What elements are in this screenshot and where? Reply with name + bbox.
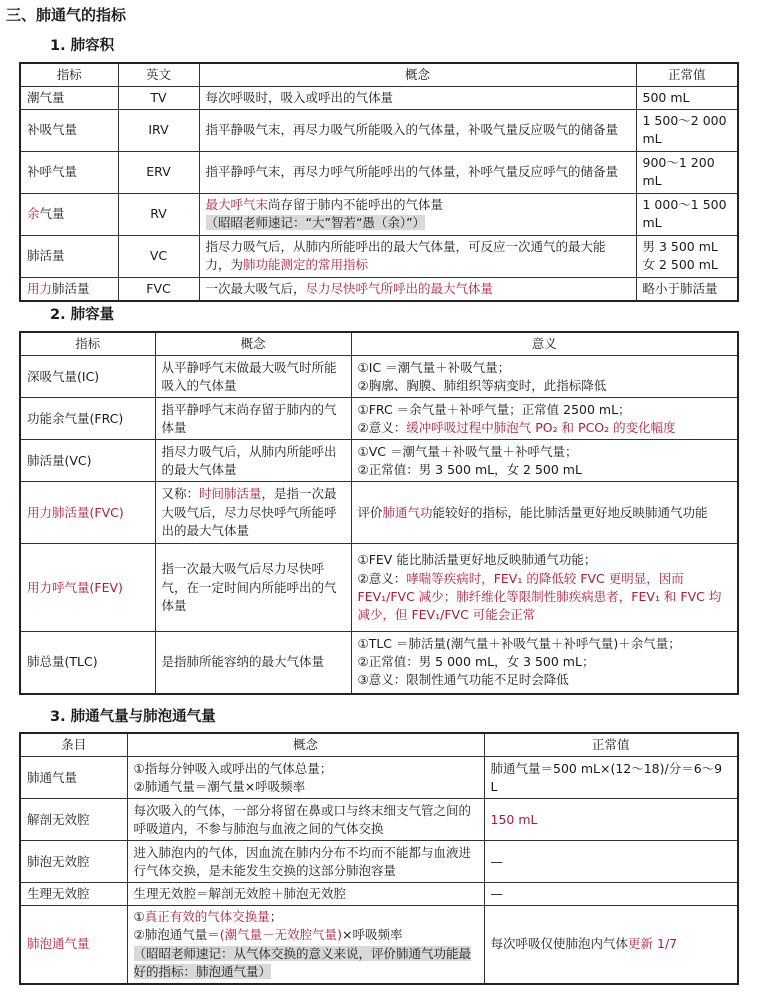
table-row — [20, 482, 738, 544]
row-name: 用力肺活量 — [20, 277, 118, 301]
row-name: 肺泡无效腔 — [20, 841, 127, 883]
table-row — [20, 277, 738, 301]
header-cell: 正常值 — [636, 63, 738, 87]
row-name: 功能余气量(FRC) — [20, 398, 155, 440]
row-name: 深吸气量(IC) — [20, 356, 155, 398]
row-normal: 1 500～2 000 mL — [636, 110, 738, 151]
row-name: 补呼气量 — [20, 151, 118, 193]
row-meaning: ①FRC ＝余气量＋补呼气量；正常值 2500 mL； ②意义：缓冲呼吸过程中肺泡气 PO₂ 和 PCO₂ 的变化幅度 — [351, 398, 738, 440]
row-name: 解剖无效腔 — [20, 799, 127, 841]
row-normal: 1 000～1 500 mL — [636, 193, 738, 235]
row-meaning: ①IC ＝潮气量＋补吸气量； ②胸廓、胸膜、肺组织等病变时，此指标降低 — [351, 356, 738, 398]
table-row — [20, 440, 738, 482]
row-meaning: ①TLC ＝肺活量(潮气量＋补吸气量＋补呼气量)＋余气量； ②正常值：男 5 000 mL，女 3 500 mL； ③意义：限制性通气功能不足时会降低 — [351, 632, 738, 694]
row-normal: 每次呼吸仅使肺泡内气体更新 1/7 — [484, 906, 738, 984]
row-name: 肺活量(VC) — [20, 440, 155, 482]
row-normal: 略小于肺活量 — [636, 277, 738, 301]
row-concept: 指尽力吸气后，从肺内所能呼出的最大气体量 — [155, 440, 351, 482]
row-name: 肺活量 — [20, 235, 118, 277]
table-row — [20, 398, 738, 440]
row-name: 用力肺活量(FVC) — [20, 482, 155, 544]
table-row — [20, 110, 738, 151]
row-name: 余气量 — [20, 193, 118, 235]
row-name: 肺泡通气量 — [20, 906, 127, 984]
row-concept: 从平静呼气末做最大吸气时所能吸入的气体量 — [155, 356, 351, 398]
table-row — [20, 235, 738, 277]
row-concept: 指平静呼气末，再尽力呼气所能呼出的气体量，补呼气量反应呼气的储备量 — [199, 151, 636, 193]
row-concept: ①真正有效的气体交换量； ②肺泡通气量＝(潮气量－无效腔气量)×呼吸频率 （昭昭老师速记：从气体交换的意义来说，评价肺通气功能最好的指标：肺泡通气量） — [127, 906, 484, 984]
lung-capacity-table — [19, 331, 739, 695]
memo-note: （昭昭老师速记：“大”智若“愚（余）”） — [205, 215, 426, 230]
row-name: 肺通气量 — [20, 757, 127, 799]
row-meaning: 评价肺通气功能较好的指标，能比肺活量更好地反映肺通气功能 — [351, 482, 738, 544]
row-concept: 是指肺所能容纳的最大气体量 — [155, 632, 351, 694]
table-row — [20, 544, 738, 632]
section-title: 三、肺通气的指标 — [6, 6, 127, 24]
header-cell: 指标 — [20, 63, 118, 87]
s3-title: 3. 肺通气量与肺泡通气量 — [50, 709, 216, 725]
row-concept: 每次吸入的气体，一部分将留在鼻或口与终末细支气管之间的呼吸道内，不参与肺泡与血液之间的气体交换 — [127, 799, 484, 841]
row-en: FVC — [118, 277, 199, 301]
row-en: IRV — [118, 110, 199, 151]
row-concept: 最大呼气末尚存留于肺内不能呼出的气体量 （昭昭老师速记：“大”智若“愚（余）”） — [199, 193, 636, 235]
row-en: TV — [118, 87, 199, 110]
row-normal: 150 mL — [484, 799, 738, 841]
row-en: VC — [118, 235, 199, 277]
row-en: ERV — [118, 151, 199, 193]
header-cell: 条目 — [20, 733, 127, 757]
s1-title: 1. 肺容积 — [50, 38, 115, 54]
row-concept: 一次最大吸气后，尽力尽快呼气所呼出的最大气体量 — [199, 277, 636, 301]
table-row — [20, 799, 738, 841]
row-name: 潮气量 — [20, 87, 118, 110]
table-row — [20, 151, 738, 193]
table-row — [20, 906, 738, 984]
row-name: 肺总量(TLC) — [20, 632, 155, 694]
row-concept: 又称：时间肺活量，是指一次最大吸气后，尽力尽快呼气所能呼出的最大气体量 — [155, 482, 351, 544]
table-row — [20, 757, 738, 799]
table-row — [20, 883, 738, 906]
header-cell: 概念 — [127, 733, 484, 757]
table-row — [20, 632, 738, 694]
header-cell: 意义 — [351, 332, 738, 356]
table-row — [20, 841, 738, 883]
row-concept: 生理无效腔＝解剖无效腔＋肺泡无效腔 — [127, 883, 484, 906]
header-cell: 指标 — [20, 332, 155, 356]
row-concept: 每次呼吸时，吸入或呼出的气体量 — [199, 87, 636, 110]
table-row — [20, 87, 738, 110]
table-row — [20, 193, 738, 235]
lung-volume-table — [19, 62, 739, 302]
row-concept: 指平静吸气末，再尽力吸气所能吸入的气体量，补吸气量反应吸气的储备量 — [199, 110, 636, 151]
row-concept: 进入肺泡内的气体，因血流在肺内分布不均而不能都与血液进行气体交换，是未能发生交换的这部分肺泡容量 — [127, 841, 484, 883]
header-cell: 概念 — [155, 332, 351, 356]
row-normal: 900～1 200 mL — [636, 151, 738, 193]
memo-note: （昭昭老师速记：从气体交换的意义来说，评价肺通气功能最好的指标：肺泡通气量） — [133, 945, 472, 979]
row-normal: — — [484, 841, 738, 883]
row-normal: — — [484, 883, 738, 906]
row-en: RV — [118, 193, 199, 235]
row-concept: ①指每分钟吸入或呼出的气体总量； ②肺通气量＝潮气量×呼吸频率 — [127, 757, 484, 799]
row-meaning: ①FEV 能比肺活量更好地反映肺通气功能； ②意义：哮喘等疾病时，FEV₁ 的降低较 FVC 更明显，因而 FEV₁/FVC 减少；肺纤维化等限制性肺疾病患者，FEV₁ 和 FVC 均减少，但 FEV₁/FVC 可能会正常 — [351, 544, 738, 632]
row-concept: 指一次最大吸气后尽力尽快呼气，在一定时间内所能呼出的气体量 — [155, 544, 351, 632]
row-name: 用力呼气量(FEV) — [20, 544, 155, 632]
row-meaning: ①VC ＝潮气量＋补吸气量＋补呼气量； ②正常值：男 3 500 mL，女 2 500 mL — [351, 440, 738, 482]
row-name: 生理无效腔 — [20, 883, 127, 906]
row-normal: 500 mL — [636, 87, 738, 110]
header-cell: 英文 — [118, 63, 199, 87]
header-cell: 概念 — [199, 63, 636, 87]
ventilation-table — [19, 732, 739, 985]
row-name: 补吸气量 — [20, 110, 118, 151]
row-normal: 肺通气量＝500 mL×(12～18)/分＝6～9 L — [484, 757, 738, 799]
row-normal: 男 3 500 mL 女 2 500 mL — [636, 235, 738, 277]
table-row — [20, 356, 738, 398]
row-concept: 指尽力吸气后，从肺内所能呼出的最大气体量，可反应一次通气的最大能力，为肺功能测定的常用指标 — [199, 235, 636, 277]
s2-title: 2. 肺容量 — [50, 307, 115, 323]
row-concept: 指平静呼气末尚存留于肺内的气体量 — [155, 398, 351, 440]
header-cell: 正常值 — [484, 733, 738, 757]
